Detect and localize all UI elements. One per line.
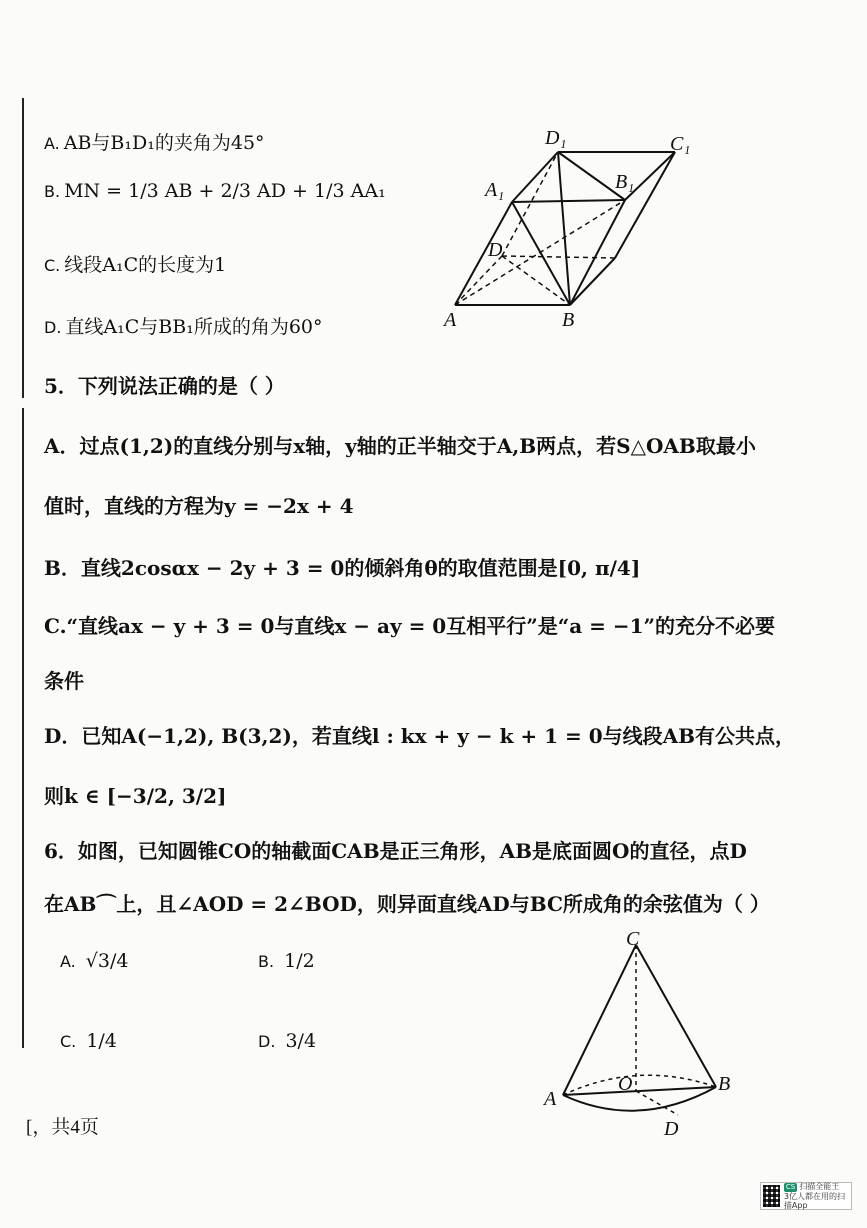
q6-stem: 6．如图，已知圆锥CO的轴截面CAB是正三角形，AB是底面圆O的直径，点D	[44, 839, 747, 863]
label-d: D	[488, 239, 503, 261]
q5-option-b: B．直线2cosαx − 2y + 3 = 0的倾斜角θ的取值范围是[0, π/4]	[44, 556, 641, 580]
q5-option-a-cont: 值时，直线的方程为y = −2x + 4	[44, 494, 354, 518]
parallelepiped-figure	[440, 120, 710, 335]
q6-option-b-value: 1/2	[284, 950, 315, 972]
q4-option-a: A. AB与B₁D₁的夹角为45°	[44, 132, 265, 154]
q4-option-a-text: AB与B₁D₁的夹角为45°	[63, 132, 265, 154]
label-o: O	[618, 1073, 633, 1095]
q6-stem-cont: 在AB⌒上，且∠AOD = 2∠BOD，则异面直线AD与BC所成角的余弦值为（ ）	[44, 892, 770, 916]
label-b: B	[562, 309, 575, 331]
q5-option-d: D．已知A(−1,2), B(3,2)，若直线l : kx + y − k + 1 = 0与线段AB有公共点，	[44, 724, 796, 748]
q4-option-d: D. 直线A₁C与BB₁所成的角为60°	[44, 316, 323, 338]
qr-code-icon	[763, 1185, 780, 1207]
q4-option-c-text: 线段A₁C的长度为1	[64, 254, 227, 276]
q4-option-c: C. 线段A₁C的长度为1	[44, 254, 227, 276]
cone-figure	[538, 925, 738, 1140]
q6-option-a: A. √3/4	[60, 950, 129, 972]
q5-stem: 5．下列说法正确的是（ ）	[44, 374, 285, 398]
q5-option-a: A．过点(1,2)的直线分别与x轴，y轴的正半轴交于A,B两点，若S△OAB取最小	[44, 434, 756, 458]
margin-line	[22, 98, 24, 398]
scanner-watermark: CS 扫描全能王 3亿人都在用的扫描App	[760, 1182, 852, 1210]
q6-option-c: C. 1/4	[60, 1030, 117, 1052]
q4-option-b: B. MN = 1/3 AB + 2/3 AD + 1/3 AA₁	[44, 180, 386, 202]
label-a: A	[444, 309, 457, 331]
margin-line	[22, 408, 24, 1048]
q5-option-c-cont: 条件	[44, 669, 84, 693]
label-c1: C₁	[670, 133, 691, 155]
q6-option-a-value: √3/4	[85, 950, 129, 972]
label-d: D	[664, 1118, 679, 1140]
q4-option-d-text: 直线A₁C与BB₁所成的角为60°	[65, 316, 323, 338]
q6-option-d: D. 3/4	[258, 1030, 317, 1052]
label-c: C	[626, 928, 640, 950]
label-a1: A₁	[485, 179, 505, 201]
label-b1: B₁	[615, 171, 635, 193]
label-d1: D₁	[545, 127, 567, 149]
label-a: A	[544, 1088, 557, 1110]
q6-option-d-value: 3/4	[285, 1030, 317, 1052]
page-footer: [，共4页	[26, 1117, 99, 1138]
q5-option-d-cont: 则k ∈ [−3/2, 3/2]	[44, 784, 227, 808]
q6-option-b: B. 1/2	[258, 950, 315, 972]
label-b: B	[718, 1073, 731, 1095]
q5-option-c: C.“直线ax − y + 3 = 0与直线x − ay = 0互相平行”是“a = −1”的充分不必要	[44, 614, 776, 638]
q6-option-c-value: 1/4	[86, 1030, 117, 1052]
q4-option-b-text: MN = 1/3 AB + 2/3 AD + 1/3 AA₁	[64, 180, 386, 202]
